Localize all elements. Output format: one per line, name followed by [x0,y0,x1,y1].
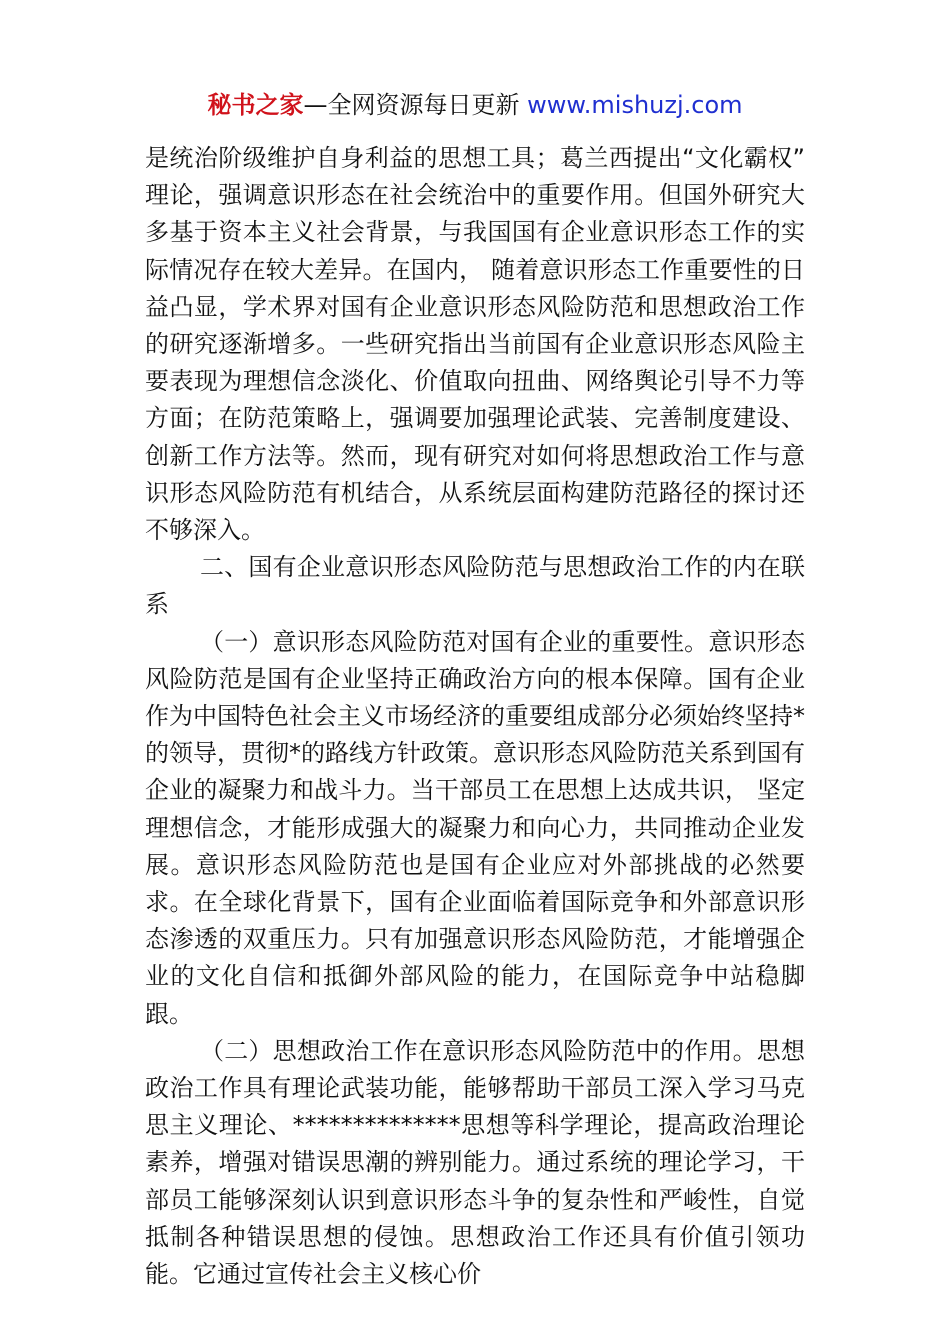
brand-name: 秘书之家 [207,91,304,119]
page-header [0,88,950,122]
section-heading-2: 二、国有企业意识形态风险防范与思想政治工作的内在联系 [145,553,805,619]
paragraph-subsection-2: （二）思想政治工作在意识形态风险防范中的作用。思想政治工作具有理论武装功能，能够帮助干部员工深入学习马克思主义理论、**************思想等科学理论，提高政治理论素养，增强对错误思潮的辨别能力。通过系统的理论学习，干部员工能够深刻认识到意识形态斗争的复杂性和严峻性，自觉抵制各种错误思想的侵蚀。思想政治工作还具有价值引领功能。它通过宣传社会主义核心价 [145,1036,805,1289]
header-slogan: —全网资源每日更新 [303,91,520,119]
paragraph-subsection-1: （一）意识形态风险防范对国有企业的重要性。意识形态风险防范是国有企业坚持正确政治方向的根本保障。国有企业作为中国特色社会主义市场经济的重要组成部分必须始终坚持*的领导，贯彻*的路线方针政策。意识形态风险防范关系到国有企业的凝聚力和战斗力。当干部员工在思想上达成共识， 坚定理想信念，才能形成强大的凝聚力和向心力，共同推动企业发展。意识形态风险防范也是国有企业应对外部挑战的必然要求。在全球化背景下，国有企业面临着国际竞争和外部意识形态渗透的双重压力。只有加强意识形态风险防范，才能增强企业的文化自信和抵御外部风险的能力，在国际竞争中站稳脚跟。 [145,627,805,1028]
document-body [145,140,805,1293]
site-url-link[interactable]: www.mishuzj.com [527,91,743,119]
paragraph-literature-review: 是统治阶级维护自身利益的思想工具；葛兰西提出“文化霸权” 理论，强调意识形态在社会统治中的重要作用。但国外研究大多基于资本主义社会背景，与我国国有企业意识形态工作的实际情况存在较大差异。在国内， 随着意识形态工作重要性的日益凸显，学术界对国有企业意识形态风险防范和思想政治工作的研究逐渐增多。一些研究指出当前国有企业意识形态风险主要表现为理想信念淡化、价值取向扭曲、网络舆论引导不力等方面；在防范策略上，强调要加强理论武装、完善制度建设、创新工作方法等。然而，现有研究对如何将思想政治工作与意识形态风险防范有机结合，从系统层面构建防范路径的探讨还不够深入。 [145,144,805,545]
